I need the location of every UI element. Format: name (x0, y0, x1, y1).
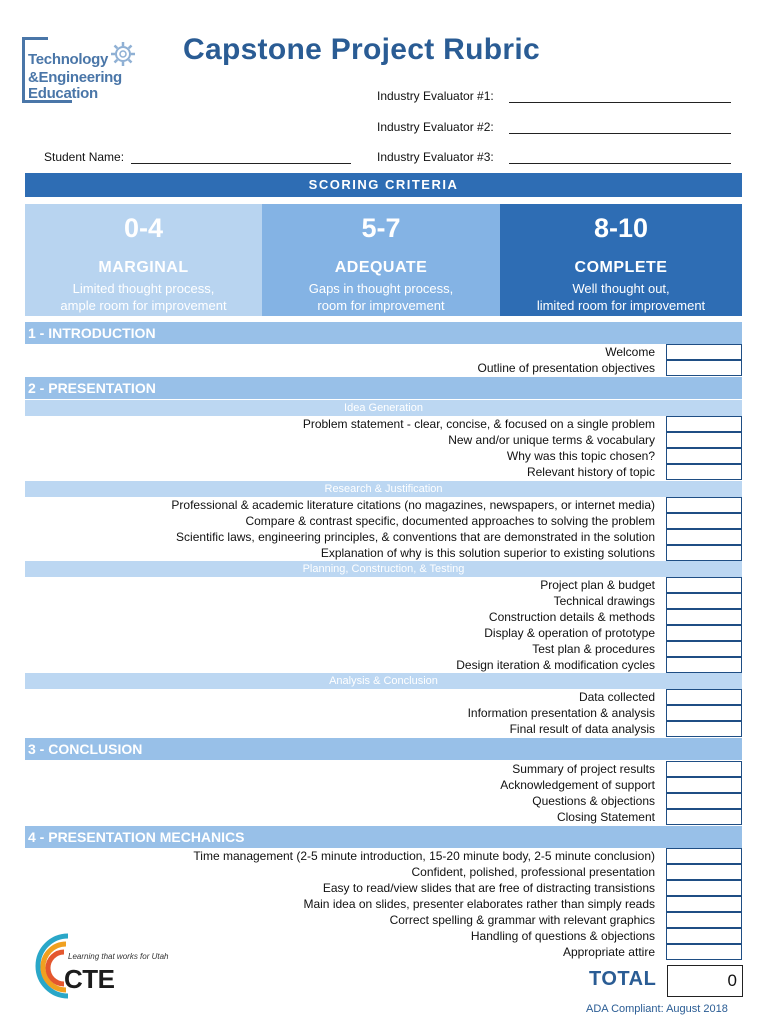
score-desc-2: ample room for improvement (60, 298, 227, 313)
rubric-row (25, 880, 742, 896)
score-box[interactable] (666, 705, 742, 721)
ada-compliance-note: ADA Compliant: August 2018 (586, 1003, 728, 1015)
rubric-row (25, 416, 742, 432)
section-introduction: 1 - INTRODUCTION (25, 322, 742, 344)
section-presentation-mechanics: 4 - PRESENTATION MECHANICS (25, 826, 742, 848)
rubric-item-label: Display & operation of prototype (484, 626, 655, 640)
score-box[interactable] (666, 944, 742, 960)
rubric-row (25, 848, 742, 864)
student-name-label: Student Name: (44, 150, 125, 164)
rubric-item-label: Design iteration & modification cycles (456, 658, 655, 672)
evaluator-1-label: Industry Evaluator #1: (377, 89, 494, 103)
score-desc-2: room for improvement (317, 298, 445, 313)
score-range: 5-7 (361, 213, 401, 243)
score-box[interactable] (666, 641, 742, 657)
rubric-item-label: Handling of questions & objections (470, 929, 655, 943)
score-box[interactable] (666, 809, 742, 825)
score-desc-1: Well thought out, (572, 281, 670, 296)
evaluator-1-field[interactable] (377, 89, 731, 103)
rubric-item-label: Technical drawings (553, 594, 655, 608)
evaluator-1-blank[interactable] (509, 91, 731, 103)
student-name-blank[interactable] (131, 152, 351, 164)
score-box[interactable] (666, 625, 742, 641)
score-complete (500, 204, 742, 316)
score-box[interactable] (666, 513, 742, 529)
rubric-row (25, 448, 742, 464)
subsection-analysis: Analysis & Conclusion (25, 673, 742, 689)
rubric-row (25, 360, 742, 376)
subsection-planning: Planning, Construction, & Testing (25, 561, 742, 577)
subsection-research-justification: Research & Justification (25, 481, 742, 497)
total-label: TOTAL (589, 968, 657, 990)
tee-logo (22, 33, 140, 107)
rubric-item-label: Construction details & methods (488, 610, 655, 624)
score-box[interactable] (666, 896, 742, 912)
score-range: 8-10 (593, 213, 649, 243)
rubric-item-label: Test plan & procedures (532, 642, 655, 656)
rubric-item-label: Relevant history of topic (526, 465, 655, 479)
rubric-item-label: Confident, polished, professional presentation (411, 865, 655, 879)
score-box[interactable] (666, 657, 742, 673)
score-box[interactable] (666, 448, 742, 464)
rubric-row (25, 513, 742, 529)
rubric-row (25, 529, 742, 545)
subsection-idea-generation: Idea Generation (25, 400, 742, 416)
score-box[interactable] (666, 761, 742, 777)
rubric-row (25, 809, 742, 825)
rubric-row (25, 609, 742, 625)
rubric-item-label: Main idea on slides, presenter elaborates rather than simply reads (303, 897, 655, 911)
rubric-row (25, 545, 742, 561)
score-box[interactable] (666, 848, 742, 864)
score-marginal (25, 204, 262, 316)
score-box[interactable] (666, 529, 742, 545)
rubric-row (25, 761, 742, 777)
rubric-item-label: Data collected (578, 690, 655, 704)
rubric-row (25, 657, 742, 673)
rubric-row (25, 864, 742, 880)
score-name: COMPLETE (574, 259, 668, 276)
scoring-criteria-header: SCORING CRITERIA (25, 173, 742, 197)
rubric-row (25, 896, 742, 912)
rubric-item-label: New and/or unique terms & vocabulary (448, 433, 655, 447)
rubric-row (25, 641, 742, 657)
score-box[interactable] (666, 912, 742, 928)
rubric-item-label: Correct spelling & grammar with relevant graphics (389, 913, 655, 927)
rubric-item-label: Summary of project results (512, 762, 655, 776)
rubric-row (25, 689, 742, 705)
evaluator-2-blank[interactable] (509, 122, 731, 134)
score-box[interactable] (666, 928, 742, 944)
evaluator-3-field[interactable] (377, 150, 731, 164)
rubric-item-label: Questions & objections (532, 794, 655, 808)
cte-logo (28, 930, 178, 1000)
rubric-item-label: Acknowledgement of support (500, 778, 655, 792)
rubric-item-label: Project plan & budget (540, 578, 655, 592)
score-box[interactable] (666, 416, 742, 432)
logo-bracket-top (22, 37, 48, 40)
evaluator-2-label: Industry Evaluator #2: (377, 120, 494, 134)
rubric-item-label: Final result of data analysis (509, 722, 655, 736)
evaluator-3-label: Industry Evaluator #3: (377, 150, 494, 164)
rubric-item-label: Scientific laws, engineering principles, & conventions that are demonstrated in the solution (176, 530, 655, 544)
score-box[interactable] (666, 344, 742, 360)
score-box[interactable] (666, 593, 742, 609)
rubric-row (25, 497, 742, 513)
score-desc-1: Gaps in thought process, (308, 281, 454, 296)
rubric-row (25, 432, 742, 448)
page-title: Capstone Project Rubric (183, 33, 540, 66)
score-range: 0-4 (123, 213, 164, 243)
score-box[interactable] (666, 609, 742, 625)
rubric-item-label: Welcome (605, 345, 655, 359)
score-box[interactable] (666, 432, 742, 448)
score-adequate (262, 204, 500, 316)
score-box[interactable] (666, 577, 742, 593)
rubric-item-label: Information presentation & analysis (467, 706, 655, 720)
rubric-row (25, 593, 742, 609)
gear-icon (110, 41, 136, 67)
score-box[interactable] (666, 545, 742, 561)
score-box[interactable] (666, 880, 742, 896)
section-presentation: 2 - PRESENTATION (25, 377, 742, 399)
total-value: 0 (667, 965, 743, 997)
rubric-item-label: Time management (2-5 minute introduction, 15-20 minute body, 2-5 minute conclusion) (193, 849, 655, 863)
rubric-row (25, 344, 742, 360)
student-name-field[interactable] (44, 150, 351, 164)
score-box[interactable] (666, 464, 742, 480)
logo-line-2: &Engineering (28, 69, 122, 86)
rubric-item-label: Explanation of why is this solution superior to existing solutions (320, 546, 655, 560)
score-box[interactable] (666, 864, 742, 880)
score-box[interactable] (666, 497, 742, 513)
rubric-item-label: Professional & academic literature citations (no magazines, newspapers, or internet media) (171, 498, 655, 512)
section-conclusion: 3 - CONCLUSION (25, 738, 742, 760)
score-box[interactable] (666, 793, 742, 809)
score-box[interactable] (666, 721, 742, 737)
score-box[interactable] (666, 777, 742, 793)
rubric-row (25, 793, 742, 809)
rubric-item-label: Problem statement - clear, concise, & focused on a single problem (302, 417, 655, 431)
logo-line-1: Technology (28, 51, 109, 68)
evaluator-2-field[interactable] (377, 120, 731, 134)
score-name: MARGINAL (98, 259, 189, 276)
cte-tagline: Learning that works for Utah (68, 952, 169, 961)
rubric-item-label: Compare & contrast specific, documented approaches to solving the problem (245, 514, 655, 528)
rubric-row (25, 625, 742, 641)
rubric-item-label: Easy to read/view slides that are free of distracting transistions (322, 881, 655, 895)
rubric-row (25, 777, 742, 793)
rubric-row (25, 912, 742, 928)
score-box[interactable] (666, 360, 742, 376)
rubric-row (25, 721, 742, 737)
rubric-row (25, 705, 742, 721)
score-desc-2: limited room for improvement (536, 298, 706, 313)
rubric-item-label: Outline of presentation objectives (477, 361, 655, 375)
rubric-item-label: Appropriate attire (562, 945, 655, 959)
rubric-item-label: Why was this topic chosen? (506, 449, 655, 463)
rubric-row (25, 464, 742, 480)
score-name: ADEQUATE (334, 259, 428, 276)
evaluator-3-blank[interactable] (509, 152, 731, 164)
rubric-item-label: Closing Statement (556, 810, 655, 824)
logo-bracket (22, 37, 25, 103)
score-box[interactable] (666, 689, 742, 705)
cte-wordmark: CTE (64, 964, 115, 994)
rubric-row (25, 577, 742, 593)
score-desc-1: Limited thought process, (72, 281, 215, 296)
logo-line-3: Education (28, 85, 98, 102)
